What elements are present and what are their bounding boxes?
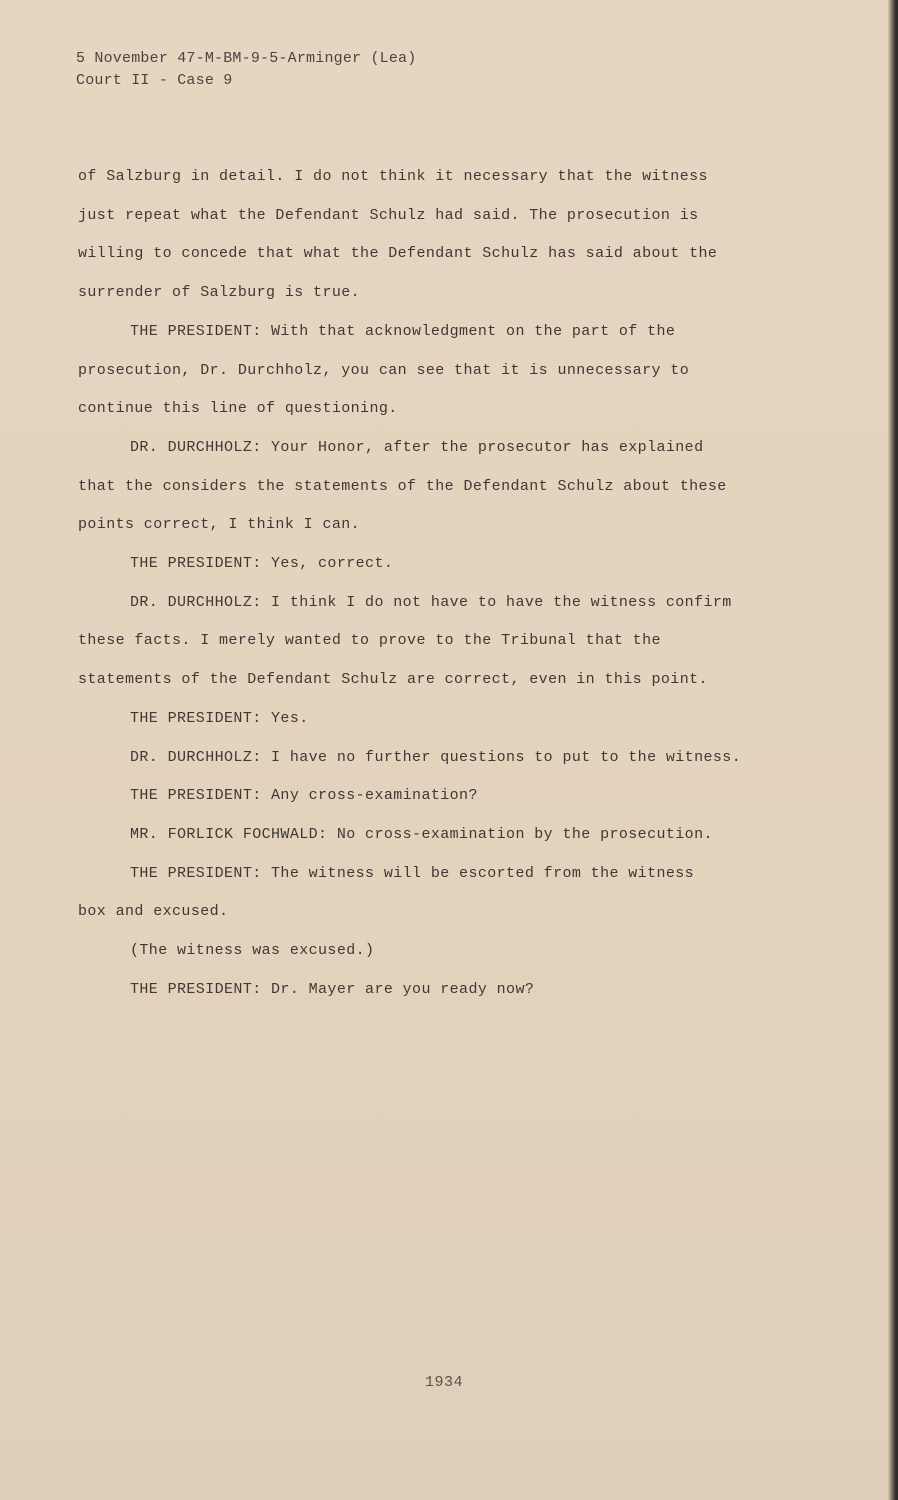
transcript-line: THE PRESIDENT: Yes. <box>130 709 309 727</box>
transcript-line: THE PRESIDENT: Any cross-examination? <box>130 787 478 805</box>
transcript-line: (The witness was excused.) <box>130 942 375 960</box>
transcript-line: that the considers the statements of the Defendant Schulz about these <box>78 477 727 495</box>
transcript-paragraph <box>78 429 778 545</box>
transcript-line: statements of the Defendant Schulz are correct, even in this point. <box>78 671 708 689</box>
transcript-line: THE PRESIDENT: Yes, correct. <box>130 555 394 573</box>
transcript-paragraph <box>78 545 778 584</box>
transcript-paragraph <box>78 816 778 855</box>
transcript-line: willing to concede that what the Defendant Schulz has said about the <box>78 245 718 263</box>
transcript-body <box>78 158 778 1009</box>
document-header <box>76 48 416 92</box>
transcript-paragraph <box>78 932 778 971</box>
page-number: 1934 <box>424 1374 463 1391</box>
transcript-line: DR. DURCHHOLZ: Your Honor, after the prosecutor has explained <box>130 438 704 456</box>
transcript-line: DR. DURCHHOLZ: I think I do not have to have the witness confirm <box>130 593 732 611</box>
header-line-court-case: Court II - Case 9 <box>76 72 233 89</box>
transcript-paragraph <box>78 739 778 778</box>
transcript-line: of Salzburg in detail. I do not think it necessary that the witness <box>78 168 708 185</box>
transcript-line: surrender of Salzburg is true. <box>78 284 361 302</box>
transcript-line: THE PRESIDENT: Dr. Mayer are you ready now? <box>130 980 535 998</box>
transcript-paragraph <box>78 313 778 429</box>
transcript-paragraph <box>78 971 778 1010</box>
transcript-line: THE PRESIDENT: The witness will be escorted from the witness <box>130 864 695 882</box>
transcript-paragraph <box>78 700 778 739</box>
transcript-line: just repeat what the Defendant Schulz had said. The prosecution is <box>78 206 699 224</box>
header-line-date-reference: 5 November 47-M-BM-9-5-Arminger (Lea) <box>76 50 417 67</box>
transcript-paragraph <box>78 584 778 700</box>
transcript-line: points correct, I think I can. <box>78 516 361 534</box>
transcript-line: THE PRESIDENT: With that acknowledgment on the part of the <box>130 322 676 340</box>
transcript-line: prosecution, Dr. Durchholz, you can see that it is unnecessary to <box>78 361 690 379</box>
transcript-line: DR. DURCHHOLZ: I have no further questions to put to the witness. <box>130 748 742 766</box>
page-edge-shadow <box>888 0 898 1500</box>
transcript-line: box and excused. <box>78 903 229 921</box>
transcript-paragraph <box>78 855 778 932</box>
transcript-paragraph <box>78 777 778 816</box>
transcript-line: MR. FORLICK FOCHWALD: No cross-examination by the prosecution. <box>130 825 713 843</box>
transcript-paragraph <box>78 158 778 313</box>
transcript-line: these facts. I merely wanted to prove to the Tribunal that the <box>78 632 661 650</box>
transcript-line: continue this line of questioning. <box>78 400 398 418</box>
